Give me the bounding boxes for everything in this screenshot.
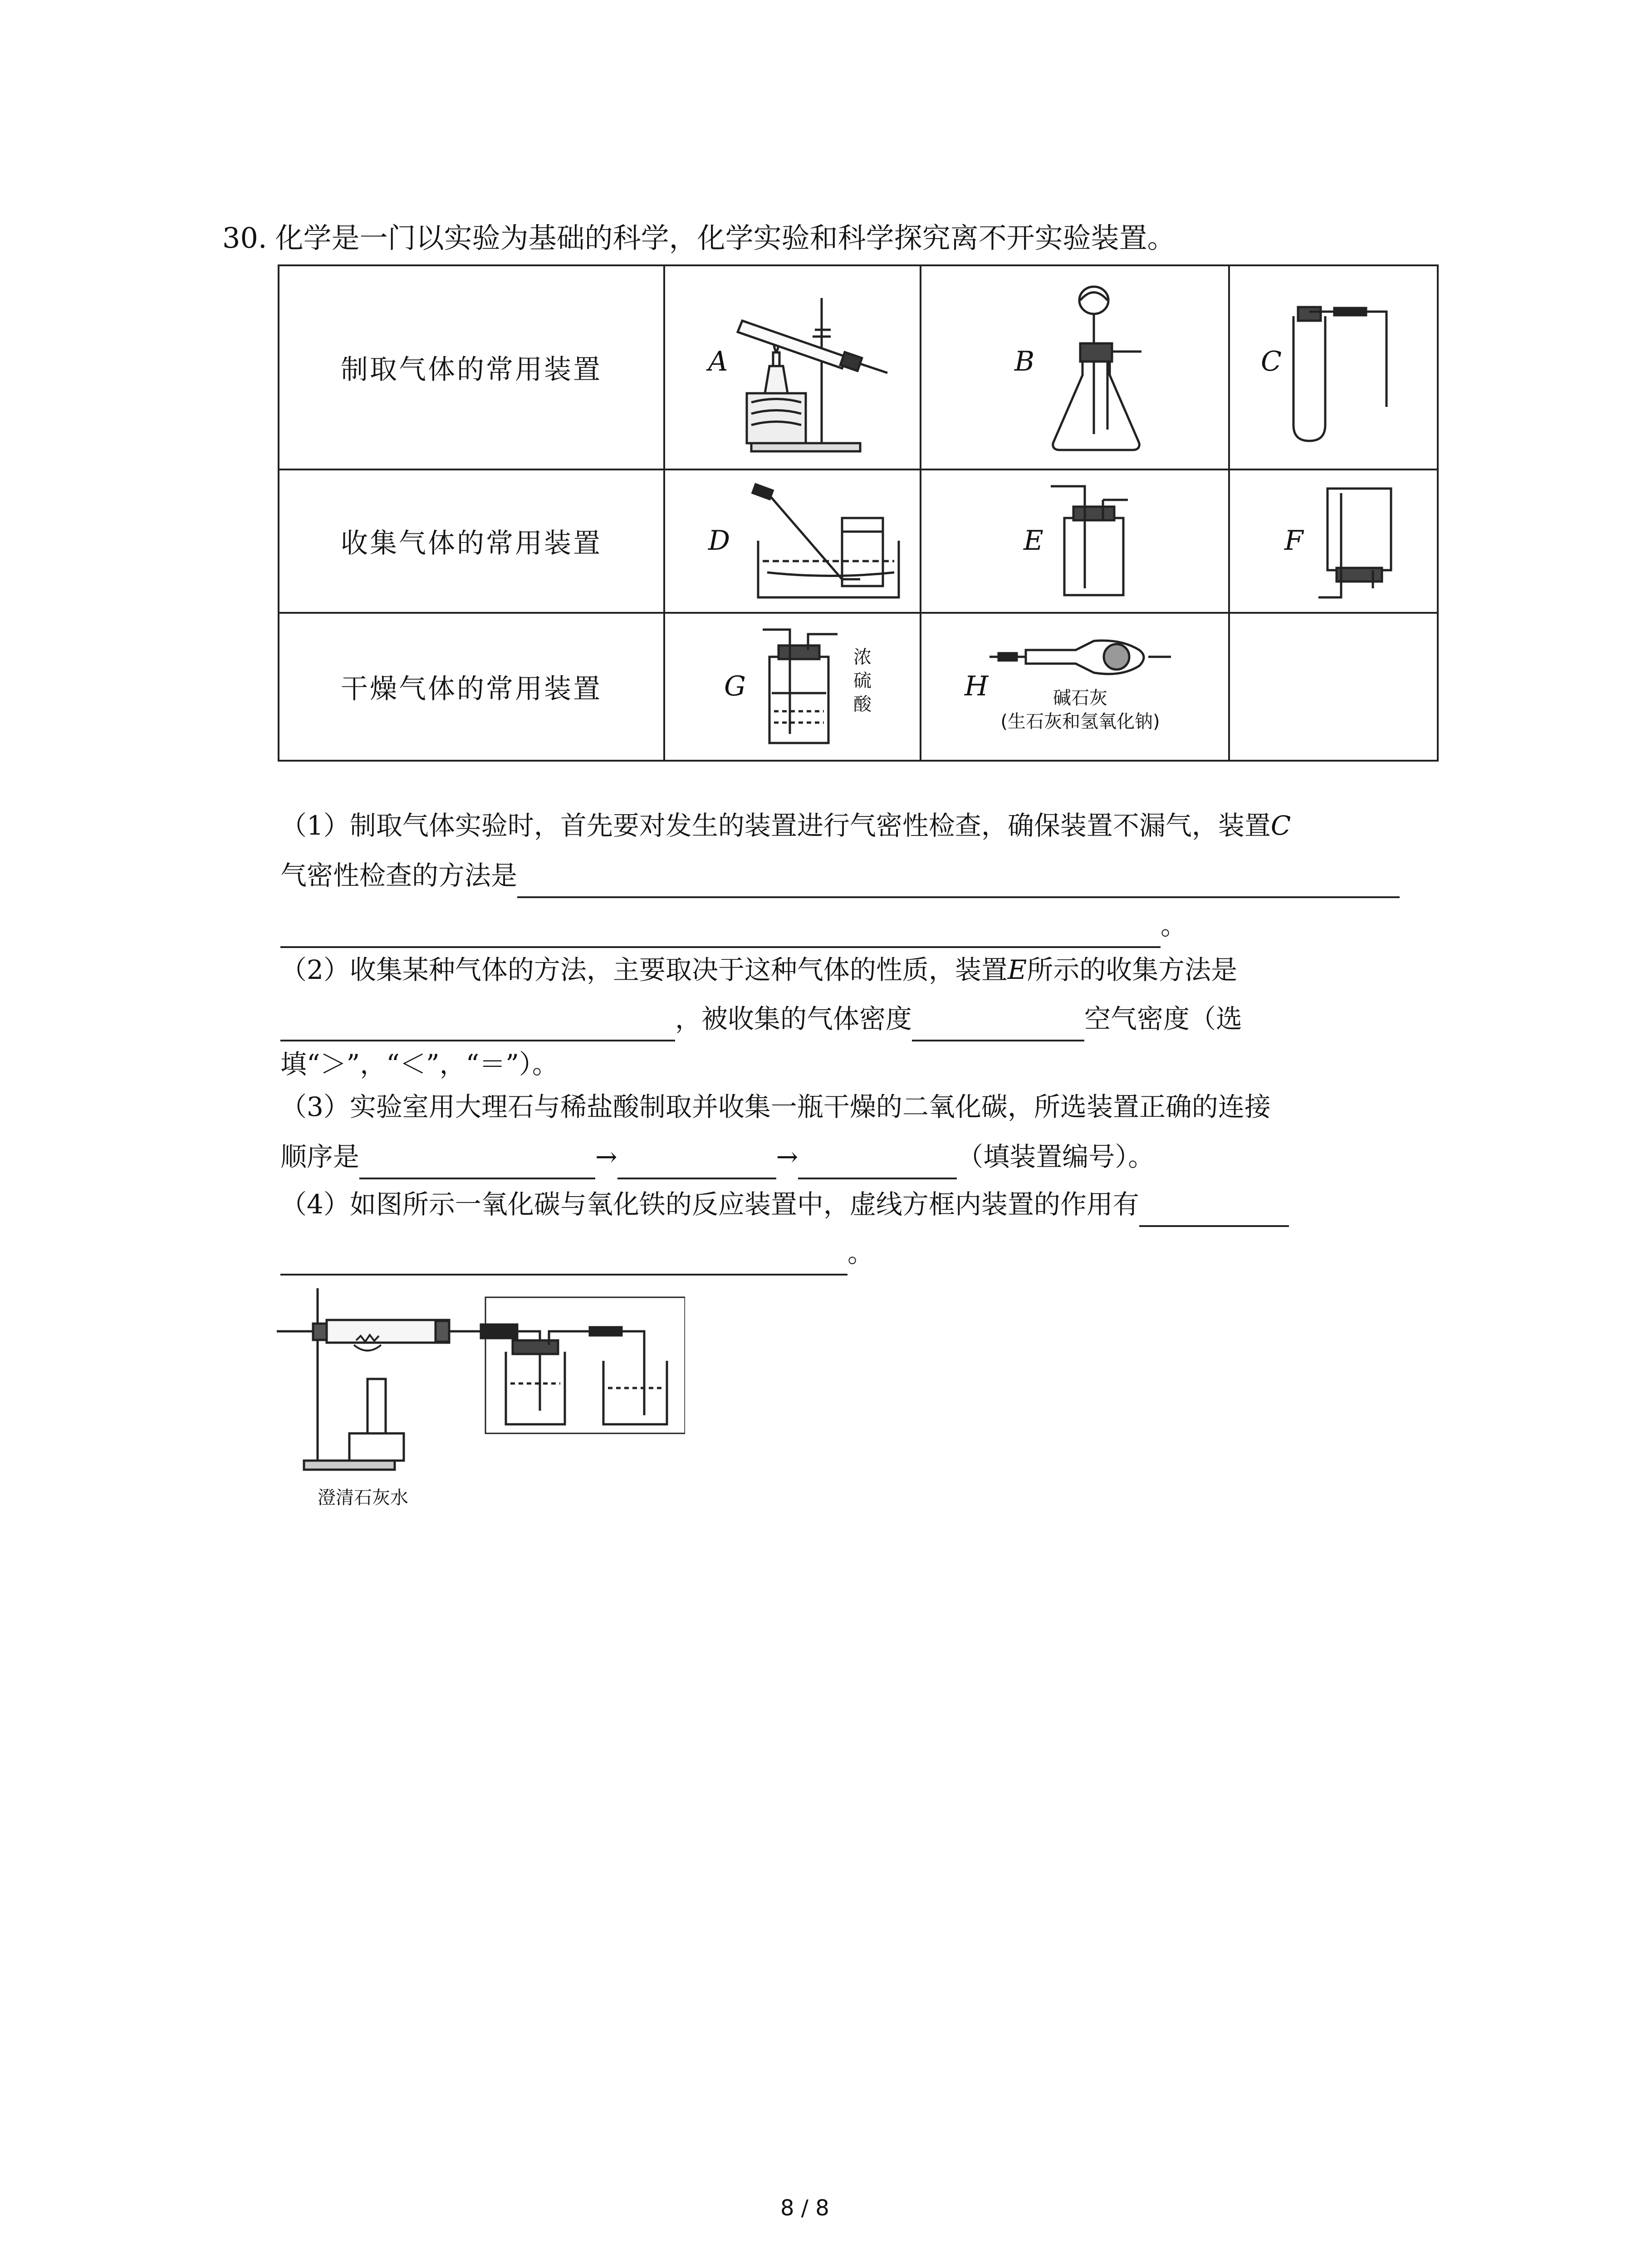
question-title <box>222 218 1176 259</box>
part3-line2: 顺序是 → → （填装置编号）。 <box>280 1134 1154 1179</box>
answer-blank-3b[interactable] <box>617 1149 776 1179</box>
row-heading-collection: 收集气体的常用装置 <box>279 469 664 613</box>
answer-blank-4a[interactable] <box>1139 1197 1289 1227</box>
part2-line1: （2）收集某种气体的方法，主要取决于这种气体的性质，装置E所示的收集方法是 <box>280 954 1238 985</box>
page-number: 8 / 8 <box>780 2195 829 2221</box>
cell-device-b <box>921 265 1229 469</box>
device-d-drawing <box>749 482 912 609</box>
device-f-drawing <box>1314 484 1405 606</box>
device-e-drawing <box>1046 482 1137 604</box>
part1-line2: 气密性检查的方法是 <box>280 853 1400 898</box>
part1-line3: 。 <box>280 903 1187 948</box>
table-row-preparation <box>279 265 1438 469</box>
answer-blank-2a[interactable] <box>280 1012 675 1041</box>
cell-empty <box>1229 613 1438 761</box>
part2-line3: 填“＞”，“＜”，“＝”）。 <box>280 1049 558 1080</box>
device-b-drawing <box>1044 280 1153 461</box>
device-label-d: D <box>708 525 730 557</box>
cell-device-c <box>1229 265 1438 469</box>
table-row-drying <box>279 613 1438 761</box>
question-stem: 化学是一门以实验为基础的科学，化学实验和科学探究离不开实验装置。 <box>275 221 1176 254</box>
cell-device-e <box>921 469 1229 613</box>
part3-line1: （3）实验室用大理石与稀盐酸制取并收集一瓶干燥的二氧化碳，所选装置正确的连接 <box>280 1091 1271 1122</box>
answer-blank-1a[interactable] <box>517 868 1400 898</box>
cell-device-a <box>664 265 921 469</box>
device-label-b: B <box>1014 346 1035 377</box>
cell-device-d <box>664 469 921 613</box>
part2-line2: ，被收集的气体密度 空气密度（选 <box>280 996 1242 1041</box>
answer-blank-4b[interactable] <box>280 1246 847 1276</box>
cell-device-f <box>1229 469 1438 613</box>
device-label-h: H <box>965 670 989 702</box>
device-label-a: A <box>708 346 728 377</box>
question-number: 30. <box>222 221 267 254</box>
part4-line2: 。 <box>280 1230 874 1276</box>
co-reduction-apparatus-figure <box>277 1288 685 1499</box>
part4-line1: （4）如图所示一氧化碳与氧化铁的反应装置中，虚线方框内装置的作用有 <box>280 1182 1289 1227</box>
answer-blank-3c[interactable] <box>798 1149 957 1179</box>
table-row-collection <box>279 469 1438 613</box>
cell-device-h <box>921 613 1229 761</box>
figure-caption: 澄清石灰水 <box>318 1487 408 1508</box>
part1-line1: （1）制取气体实验时，首先要对发生的装置进行气密性检查，确保装置不漏气，装置C <box>280 810 1291 841</box>
device-label-e: E <box>1024 525 1043 557</box>
sulfuric-acid-label: 浓 硫 酸 <box>853 647 872 715</box>
device-label-g: G <box>724 670 746 702</box>
row-heading-drying: 干燥气体的常用装置 <box>279 613 664 761</box>
answer-blank-3a[interactable] <box>359 1149 595 1179</box>
device-g-drawing <box>756 625 842 752</box>
device-label-f: F <box>1284 525 1303 557</box>
answer-blank-2b[interactable] <box>912 1012 1084 1041</box>
row-heading-preparation: 制取气体的常用装置 <box>279 265 664 469</box>
device-h-drawing <box>985 634 1176 684</box>
device-c-drawing <box>1284 298 1398 448</box>
device-a-drawing <box>733 293 906 457</box>
answer-blank-1b[interactable] <box>280 918 1161 948</box>
soda-lime-label: 碱石灰 (生石灰和氢氧化钠) <box>1000 688 1160 732</box>
cell-device-g <box>664 613 921 761</box>
device-label-c: C <box>1261 346 1282 377</box>
apparatus-table <box>278 264 1439 762</box>
